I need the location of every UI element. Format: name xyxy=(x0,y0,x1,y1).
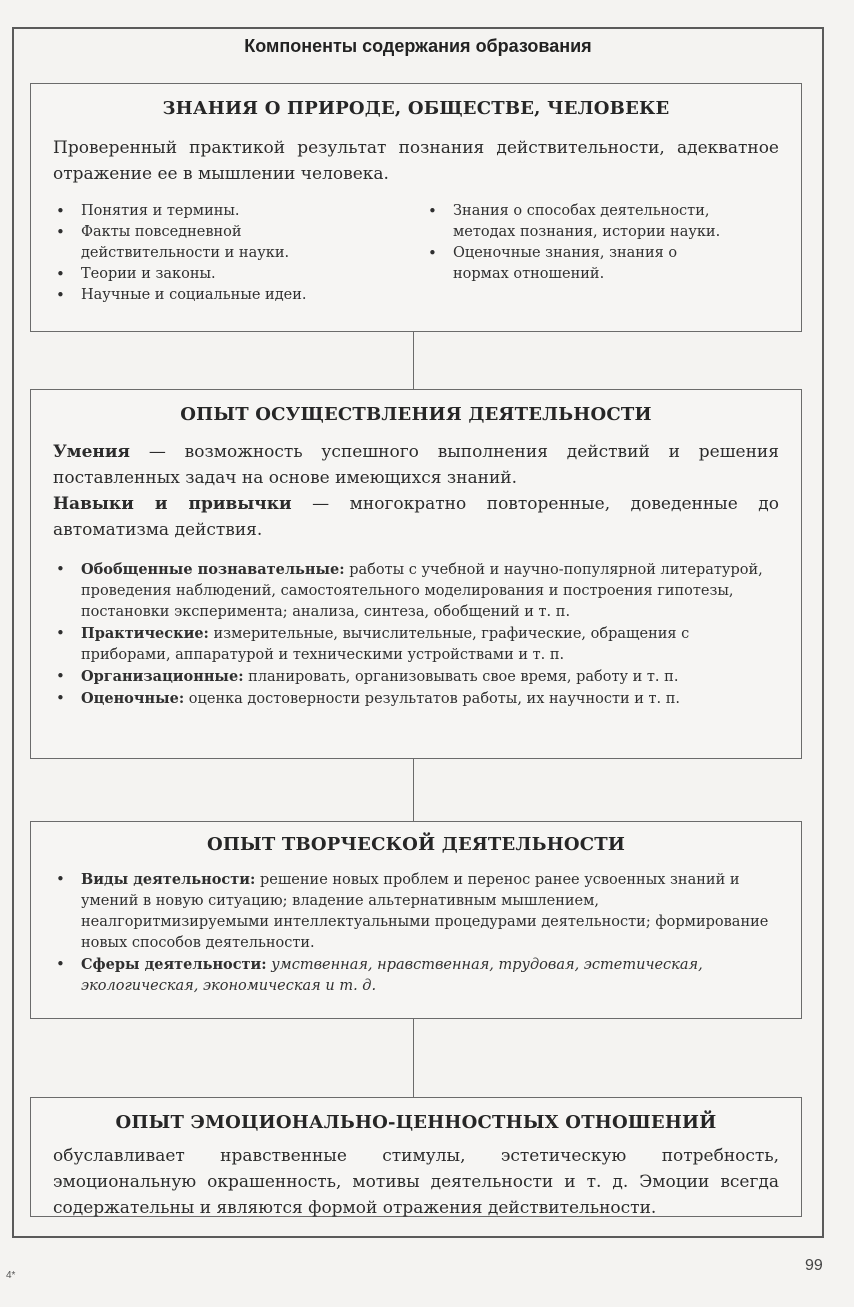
page-number: 99 xyxy=(805,1257,823,1274)
knowledge-bullets-left xyxy=(53,201,425,306)
bullet-term: Виды деятельности: xyxy=(81,871,256,888)
bullet-term: Практические: xyxy=(81,625,209,642)
connector-line xyxy=(413,1019,414,1097)
definition-term: Умения xyxy=(53,442,130,462)
bullet-term: Организационные: xyxy=(81,668,244,685)
list-item xyxy=(53,954,779,997)
section-knowledge-intro: Проверенный практикой результат познания действительности, адекватное отражение ее в мышлении человека. xyxy=(53,138,779,184)
bullet-term: Обобщенные познавательные: xyxy=(81,561,345,578)
bullet-text: оценка достоверности результатов работы, их научности и т. п. xyxy=(184,691,681,707)
section-emotional-experience xyxy=(30,1097,802,1217)
list-item xyxy=(53,869,779,954)
list-item xyxy=(53,666,779,688)
list-item: • Теории и законы. xyxy=(53,264,425,285)
definition-term: Навыки и привычки xyxy=(53,494,292,514)
signature-mark: 4* xyxy=(6,1270,16,1281)
definition-text: — многократно повторенные, доведенные до автоматизма действия. xyxy=(53,494,779,540)
page-title: Компоненты содержания образования xyxy=(244,36,592,56)
list-item: • Факты повседневной действительности и науки. xyxy=(53,222,425,264)
bullet-text: умственная, нравственная, трудовая, эстетическая, экологическая, экономическая и т. д. xyxy=(81,957,703,994)
section-creative-title: ОПЫТ ТВОРЧЕСКОЙ ДЕЯТЕЛЬНОСТИ xyxy=(206,834,626,855)
definition-skills xyxy=(53,439,779,491)
bullet-text: измерительные, вычислительные, графические, обращения с приборами, аппаратурой и техническими устройствами и т. п. xyxy=(81,626,690,663)
section-knowledge-title: ЗНАНИЯ О ПРИРОДЕ, ОБЩЕСТВЕ, ЧЕЛОВЕКЕ xyxy=(162,98,670,119)
section-activity-experience xyxy=(30,389,802,759)
knowledge-bullets xyxy=(53,201,779,306)
connector-line xyxy=(413,332,414,389)
list-item: • Понятия и термины. xyxy=(53,201,425,222)
bullet-term: Сферы деятельности: xyxy=(81,956,267,973)
list-item: • Знания о способах деятельности, методах познания, истории науки. xyxy=(425,201,765,243)
bullet-term: Оценочные: xyxy=(81,690,185,707)
list-item: • Оценочные знания, знания о нормах отношений. xyxy=(425,243,765,285)
bullet-text: работы с учебной и научно-популярной литературой, проведения наблюдений, самостоятельного моделирования и построения гипотезы, постановки эксперимента; анализа, синтеза, обобщений и т. п. xyxy=(81,562,763,620)
section-emotional-body: обуславливает нравственные стимулы, эстетическую потребность, эмоциональную окрашенность, мотивы деятельности и т. д. Эмоции всегда содержательны и являются формой отражения действительности. xyxy=(53,1146,779,1218)
knowledge-bullets-right xyxy=(425,201,765,306)
connector-line xyxy=(413,759,414,821)
section-activity-title: ОПЫТ ОСУЩЕСТВЛЕНИЯ ДЕЯТЕЛЬНОСТИ xyxy=(180,404,652,425)
activity-bullets xyxy=(53,559,779,710)
definition-text: — возможность успешного выполнения действий и решения поставленных задач на основе имеющихся знаний. xyxy=(53,442,779,488)
list-item xyxy=(53,559,779,623)
section-emotional-title: ОПЫТ ЭМОЦИОНАЛЬНО-ЦЕННОСТНЫХ ОТНОШЕНИЙ xyxy=(115,1112,717,1133)
list-item: • Научные и социальные идеи. xyxy=(53,285,425,306)
list-item xyxy=(53,688,779,710)
bullet-text: планировать, организовывать свое время, работу и т. п. xyxy=(243,669,679,685)
section-knowledge xyxy=(30,83,802,332)
bullet-text: решение новых проблем и перенос ранее усвоенных знаний и умений в новую ситуацию; владение альтернативным мышлением, неалгоритмизируемыми интеллектуальными процедурами деятельности; формирование новых способов деятельности. xyxy=(81,872,769,951)
definition-habits xyxy=(53,491,779,543)
section-creative-experience xyxy=(30,821,802,1019)
creative-bullets xyxy=(53,869,779,997)
list-item xyxy=(53,623,779,666)
